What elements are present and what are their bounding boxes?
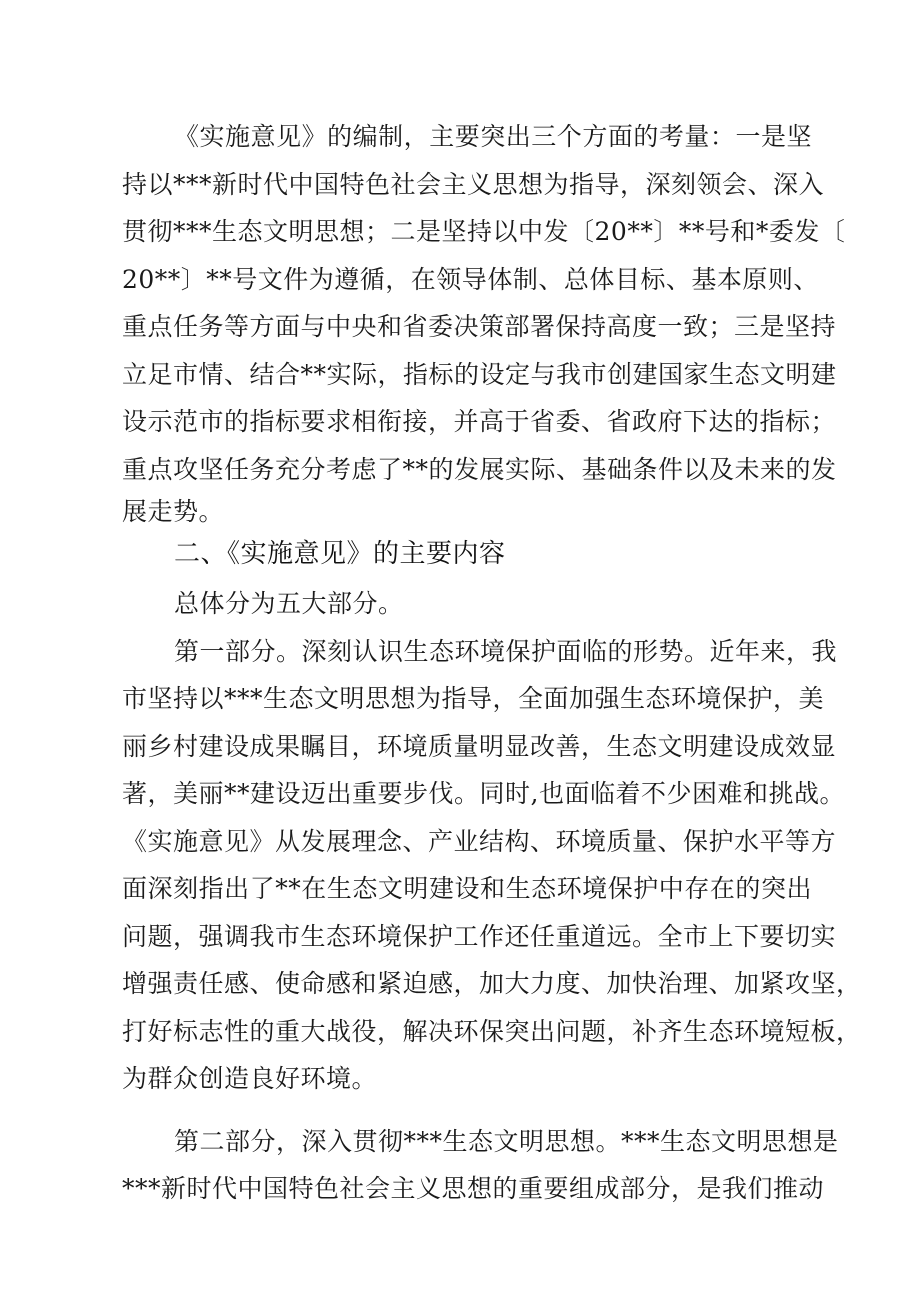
paragraph-3-line: 《实施意见》从发展理念、产业结构、环境质量、保护水平等方 xyxy=(122,827,837,856)
paragraph-1-line: 展走势。 xyxy=(122,497,225,526)
section-heading: 二、《实施意见》的主要内容 xyxy=(174,539,506,569)
paragraph-1-line: 持以***新时代中国特色社会主义思想为指导，深刻领会、深入 xyxy=(122,170,825,199)
paragraph-3-line: 面深刻指出了**在生态文明建设和生态环境保护中存在的突出 xyxy=(122,874,812,903)
paragraph-3-line: 著，美丽**建设迈出重要步伐。同时,也面临着不少困难和挑战。 xyxy=(122,779,845,808)
paragraph-1-line: 重点任务等方面与中央和省委决策部署保持高度一致；三是坚持 xyxy=(122,312,837,341)
paragraph-3-line: 丽乡村建设成果瞩目，环境质量明显改善，生态文明建设成效显 xyxy=(122,732,837,761)
paragraph-3-line: 市坚持以***生态文明思想为指导，全面加强生态环境保护，美 xyxy=(122,684,825,713)
paragraph-3-line: 增强责任感、使命感和紧迫感，加大力度、加快治理、加紧攻坚， xyxy=(122,969,862,998)
paragraph-3-line: 第一部分。深刻认识生态环境保护面临的形势。近年来，我 xyxy=(174,637,838,666)
paragraph-3-line: 打好标志性的重大战役，解决环保突出问题，补齐生态环境短板， xyxy=(122,1017,862,1046)
paragraph-3-line: 为群众创造良好环境。 xyxy=(122,1064,378,1093)
paragraph-1-line: 设示范市的指标要求相衔接，并高于省委、省政府下达的指标； xyxy=(122,407,837,436)
paragraph-4-line: ***新时代中国特色社会主义思想的重要组成部分，是我们推动 xyxy=(122,1174,825,1203)
paragraph-2-line: 总体分为五大部分。 xyxy=(174,589,404,618)
paragraph-3-line: 问题，强调我市生态环境保护工作还任重道远。全市上下要切实 xyxy=(122,922,837,951)
paragraph-1-line: 《实施意见》的编制，主要突出三个方面的考量：一是坚 xyxy=(174,122,812,151)
paragraph-1-line: 20**〕**号文件为遵循，在领导体制、总体目标、基本原则、 xyxy=(122,265,819,294)
paragraph-1-line: 贯彻***生态文明思想；二是坚持以中发〔20**〕**号和*委发〔 xyxy=(122,217,846,246)
paragraph-4-line: 第二部分，深入贯彻***生态文明思想。***生态文明思想是 xyxy=(174,1127,839,1156)
paragraph-1-line: 重点攻坚任务充分考虑了**的发展实际、基础条件以及未来的发 xyxy=(122,455,837,484)
paragraph-1-line: 立足市情、结合**实际，指标的设定与我市创建国家生态文明建 xyxy=(122,360,837,389)
